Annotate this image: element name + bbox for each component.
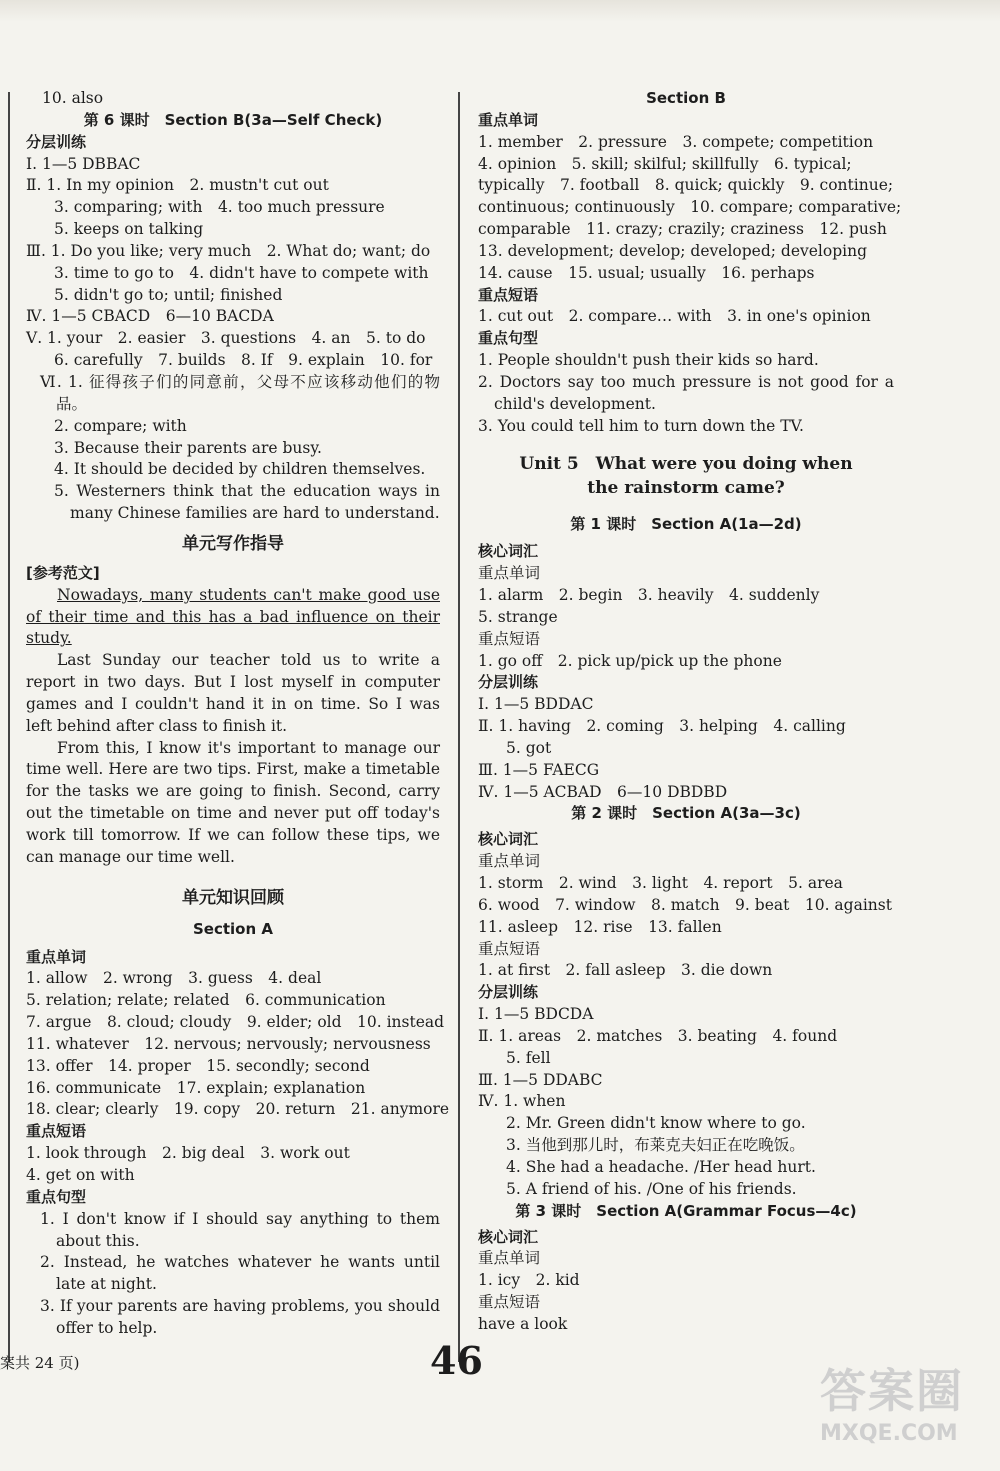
answer-line: Ⅳ. 1—5 CBACD 6—10 BACDA bbox=[26, 307, 274, 326]
column-divider bbox=[458, 92, 460, 1362]
left-margin-rule bbox=[8, 92, 10, 1362]
vocab-line: 7. argue 8. cloud; cloudy 9. elder; old 10. instead bbox=[26, 1013, 445, 1032]
phrase-line: 1. cut out 2. compare… with 3. in one's opinion bbox=[478, 307, 871, 326]
sentence-label: 重点句型 bbox=[478, 329, 539, 348]
sample-essay bbox=[26, 585, 440, 869]
vocab-line: 5. relation; relate; related 6. communication bbox=[26, 991, 386, 1010]
vocab-label: 重点单词 bbox=[478, 564, 541, 583]
vocab-line: 1. alarm 2. begin 3. heavily 4. suddenly bbox=[478, 586, 820, 605]
vocab-line: 16. communicate 17. explain; explanation bbox=[26, 1078, 366, 1097]
sentence-line: 1. I don't know if I should say anything to them about this. bbox=[40, 1209, 440, 1250]
sentence-line: 2. Doctors say too much pressure is not good for a child's development. bbox=[478, 372, 894, 413]
phrase-line: 4. get on with bbox=[26, 1165, 135, 1184]
vocab-line: comparable 11. crazy; crazily; craziness 12. push bbox=[478, 220, 887, 239]
sentence-line: 3. If your parents are having problems, you should offer to help. bbox=[40, 1297, 440, 1337]
answer-line: 10. also bbox=[42, 89, 104, 107]
vocab-line: 18. clear; clearly 19. copy 20. return 21. anymore bbox=[26, 1100, 450, 1119]
answer-line: 3. time to go to 4. didn't have to compete with bbox=[54, 263, 429, 282]
answer-line: 3. 当他到那儿时，布莱克夫妇正在吃晚饭。 bbox=[506, 1136, 805, 1155]
sentence-line: 3. You could tell him to turn down the TV. bbox=[478, 416, 804, 435]
unit-title: Unit 5 What were you doing when bbox=[519, 453, 853, 474]
vocab-line: 1. storm 2. wind 3. light 4. report 5. area bbox=[478, 874, 843, 892]
vocab-line: 13. development; develop; developed; developing bbox=[478, 241, 868, 260]
answer-line: Ⅲ. 1—5 DDABC bbox=[478, 1070, 603, 1089]
footer-page-count: 案共 24 页) bbox=[0, 1354, 80, 1372]
vocab-line: 1. allow 2. wrong 3. guess 4. deal bbox=[26, 969, 322, 988]
vocab-label: 重点单词 bbox=[26, 947, 87, 966]
answer-line: Ⅱ. 1. having 2. coming 3. helping 4. calling bbox=[478, 717, 846, 736]
section-heading: Section A bbox=[193, 919, 273, 938]
core-vocab-label: 核心词汇 bbox=[478, 830, 539, 849]
section-label: 分层训练 bbox=[478, 673, 539, 692]
vocab-line: continuous; continuously 10. compare; comparative; bbox=[478, 198, 902, 217]
phrase-label: 重点短语 bbox=[478, 939, 541, 958]
lesson-title: 第 2 课时 Section A(3a—3c) bbox=[571, 804, 801, 823]
watermark-logo bbox=[820, 1355, 990, 1465]
vocab-line: 11. whatever 12. nervous; nervously; nervousness bbox=[26, 1034, 431, 1053]
answer-line: Ⅱ. 1. areas 2. matches 3. beating 4. found bbox=[478, 1026, 838, 1045]
answer-line: 3. comparing; with 4. too much pressure bbox=[54, 198, 385, 217]
answer-line: 2. compare; with bbox=[54, 416, 187, 435]
core-vocab-label: 核心词汇 bbox=[478, 542, 539, 561]
vocab-label: 重点单词 bbox=[478, 1249, 541, 1268]
answer-line: 5. fell bbox=[506, 1048, 551, 1067]
vocab-line: 6. wood 7. window 8. match 9. beat 10. against bbox=[478, 895, 892, 914]
answer-line: Ⅴ. 1. your 2. easier 3. questions 4. an 5. to do bbox=[26, 329, 426, 348]
unit-subtitle: the rainstorm came? bbox=[587, 477, 785, 498]
sentence-label: 重点句型 bbox=[26, 1187, 87, 1206]
sample-essay-label: [参考范文] bbox=[26, 563, 100, 582]
vocab-line: 5. strange bbox=[478, 607, 558, 626]
core-vocab-label: 核心词汇 bbox=[478, 1227, 539, 1246]
section-label: 分层训练 bbox=[478, 983, 539, 1002]
phrase-label: 重点短语 bbox=[478, 1293, 541, 1312]
answer-line: 5. keeps on talking bbox=[54, 220, 204, 239]
answer-line: Ⅰ. 1—5 BDCDA bbox=[478, 1005, 594, 1024]
sentence-line: 2. Instead, he watches whatever he wants until late at night. bbox=[40, 1253, 440, 1294]
phrase-label: 重点短语 bbox=[26, 1122, 87, 1141]
translation-answer: Ⅵ. 1. 征得孩子们的同意前，父母不应该移动他们的物品。 bbox=[40, 372, 440, 413]
section-label: 分层训练 bbox=[26, 132, 87, 151]
vocab-line: 14. cause 15. usual; usually 16. perhaps bbox=[478, 263, 815, 282]
phrase-line: 1. at first 2. fall asleep 3. die down bbox=[478, 961, 773, 980]
phrase-label: 重点短语 bbox=[478, 285, 539, 304]
answer-line: 5. got bbox=[506, 738, 552, 757]
vocab-line: typically 7. football 8. quick; quickly 9. continue; bbox=[478, 176, 894, 195]
lesson-title: 第 3 课时 Section A(Grammar Focus—4c) bbox=[515, 1201, 857, 1220]
watermark-text: 答案圈 bbox=[820, 1364, 964, 1418]
section-heading: Section B bbox=[646, 89, 726, 107]
answer-line: 5. Westerners think that the education ways in many Chinese families are hard to understand. bbox=[54, 482, 440, 523]
answer-line: 4. It should be decided by children themselves. bbox=[54, 460, 426, 479]
review-title: 单元知识回顾 bbox=[182, 887, 284, 908]
essay-paragraph: From this, I know it's important to manage our time well. Here are two tips. First, make a timetable for the tasks we are going to finish. Second, carry out the timetable on time and never put off today's work till tomorrow. If we can follow these tips, we can manage our time well. bbox=[26, 738, 440, 866]
right-column bbox=[478, 88, 902, 1336]
vocab-line: 11. asleep 12. rise 13. fallen bbox=[478, 917, 722, 936]
writing-guide-title: 单元写作指导 bbox=[182, 533, 284, 554]
essay-opening: Nowadays, many students can't make good use of their time and this has a bad influence on their study. bbox=[26, 585, 440, 648]
lesson-title: 第 1 课时 Section A(1a—2d) bbox=[570, 514, 802, 533]
answer-line: 3. Because their parents are busy. bbox=[54, 438, 322, 457]
vocab-line: 13. offer 14. proper 15. secondly; second bbox=[26, 1056, 370, 1075]
essay-paragraph: Last Sunday our teacher told us to write a report in two days. But I lost myself in computer games and I couldn't hand it in on time. So I was left behind after class to finish it. bbox=[26, 651, 440, 735]
answer-line: Ⅰ. 1—5 BDDAC bbox=[478, 695, 594, 714]
phrase-label: 重点短语 bbox=[478, 629, 541, 648]
page-number: 46 bbox=[430, 1338, 483, 1383]
vocab-line: 1. member 2. pressure 3. compete; competition bbox=[478, 132, 874, 151]
answer-line: Ⅰ. 1—5 DBBAC bbox=[26, 154, 141, 173]
answer-line: Ⅲ. 1. Do you like; very much 2. What do; want; do bbox=[26, 241, 431, 260]
phrase-line: 1. look through 2. big deal 3. work out bbox=[26, 1144, 350, 1163]
sentence-line: 1. People shouldn't push their kids so hard. bbox=[478, 351, 819, 370]
answer-line: Ⅳ. 1—5 ACBAD 6—10 DBDBD bbox=[478, 782, 728, 801]
lesson-title: 第 6 课时 Section B(3a—Self Check) bbox=[83, 110, 383, 129]
answer-line: Ⅲ. 1—5 FAECG bbox=[478, 760, 600, 779]
answer-line: 6. carefully 7. builds 8. If 9. explain 10. for bbox=[54, 351, 433, 370]
phrase-line: 1. go off 2. pick up/pick up the phone bbox=[478, 651, 782, 670]
answer-line: Ⅱ. 1. In my opinion 2. mustn't cut out bbox=[26, 176, 329, 195]
answer-line: 2. Mr. Green didn't know where to go. bbox=[506, 1114, 806, 1133]
vocab-line: 4. opinion 5. skill; skilful; skillfully 6. typical; bbox=[478, 154, 852, 173]
vocab-label: 重点单词 bbox=[478, 110, 539, 129]
phrase-line: have a look bbox=[478, 1314, 568, 1333]
left-column bbox=[26, 88, 450, 1340]
answer-line: Ⅳ. 1. when bbox=[478, 1092, 566, 1111]
answer-line: 5. didn't go to; until; finished bbox=[54, 285, 283, 304]
vocab-line: 1. icy 2. kid bbox=[478, 1271, 580, 1290]
answer-line: 5. A friend of his. /One of his friends. bbox=[506, 1179, 797, 1198]
watermark-url: MXQE.COM bbox=[820, 1421, 958, 1446]
vocab-label: 重点单词 bbox=[478, 852, 541, 871]
answer-line: 4. She had a headache. /Her head hurt. bbox=[506, 1157, 816, 1176]
scan-top-edge bbox=[0, 0, 1000, 22]
